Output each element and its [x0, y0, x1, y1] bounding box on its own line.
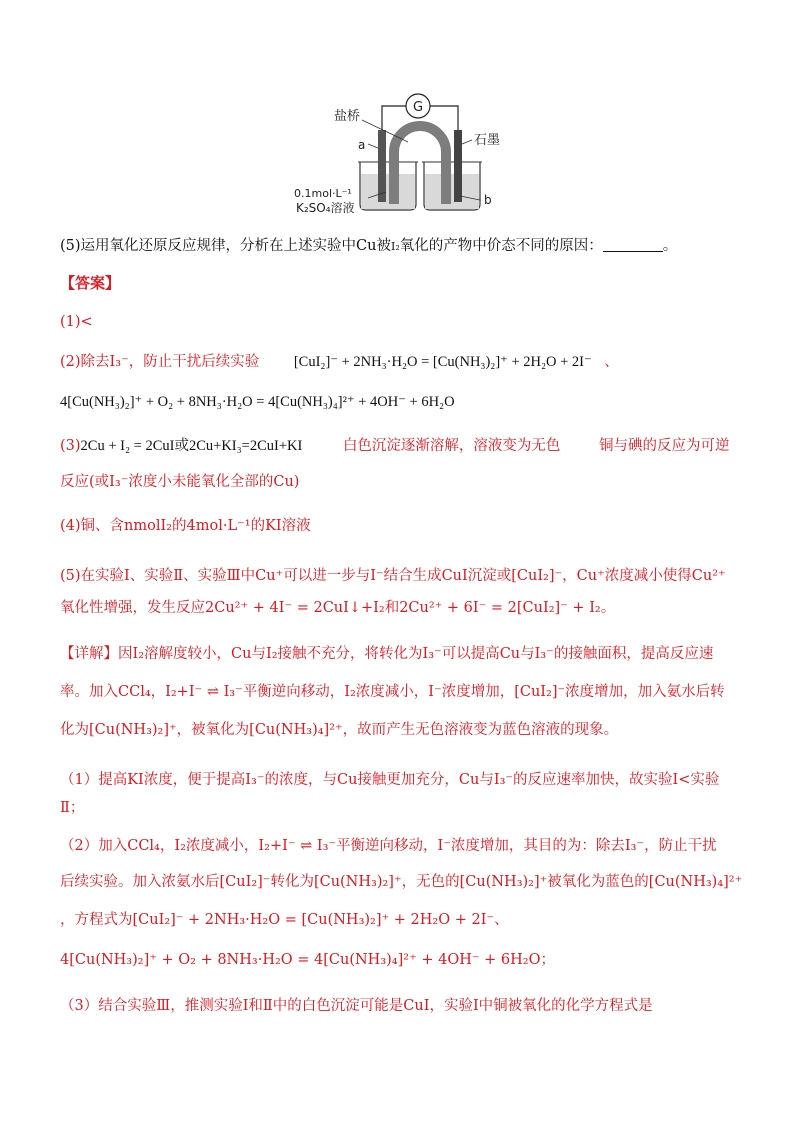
q5-text-end: 。: [662, 238, 678, 254]
q5-text-before: (5)运用氧化还原反应规律，分析在上述实验中: [60, 238, 357, 254]
detail-part-3-line-1: （3）结合实验Ⅲ，推测实验Ⅰ和Ⅱ中的白色沉淀可能是CuI，实验Ⅰ中铜被氧化的化学方程式是: [60, 998, 653, 1014]
answer-header: 【答案】: [60, 274, 121, 292]
answer-2-equation-2: 4[Cu(NH₃)₂]⁺ + O₂ + 8NH₃·H₂O = 4[Cu(NH₃)₄]²⁺ + 4OH⁻ + 6H₂O: [60, 394, 455, 410]
answer-2-separator: 、: [604, 354, 619, 370]
answer-blank: [603, 237, 663, 252]
answer-4: (4)铜、含nmolI₂的4mol·L⁻¹的KI溶液: [60, 518, 311, 534]
q5-i2: I₂: [390, 240, 400, 253]
galvanic-cell-diagram: [290, 92, 520, 222]
q5-text-mid: 被: [376, 238, 391, 254]
q5-cu: Cu: [356, 238, 377, 254]
detail-part-2-line-4: 4[Cu(NH₃)₂]⁺ + O₂ + 8NH₃·H₂O = 4[Cu(NH₃)₄]²⁺ + 4OH⁻ + 6H₂O；: [60, 952, 555, 968]
answer-2-line-1: [60, 352, 619, 372]
answer-5-line-1: (5)在实验Ⅰ、实验Ⅱ、实验Ⅲ中Cu⁺可以进一步与I⁻结合生成CuI沉淀或[CuI₂]⁻，Cu⁺浓度减小使得Cu²⁺: [60, 568, 726, 584]
galvanometer-symbol: G: [412, 100, 424, 115]
q5-text-after: 氧化的产物中价态不同的原因：: [399, 238, 603, 254]
electrode-a-label: a: [358, 138, 366, 152]
answer-2-equation-1: [CuI₂]⁻ + 2NH₃·H₂O = [Cu(NH₃)₂]⁺ + 2H₂O + 2I⁻: [293, 354, 592, 370]
detail-part-2-line-3: ，方程式为[CuI₂]⁻ + 2NH₃·H₂O = [Cu(NH₃)₂]⁺ + 2H₂O + 2I⁻、: [60, 912, 509, 928]
detail-part-2-line-1: （2）加入CCl₄，I₂浓度减小，I₂+I⁻ ⇌ I₃⁻平衡逆向移动，I⁻浓度增加，其目的为：除去I₃⁻，防止干扰: [60, 838, 717, 854]
answer-1: (1)<: [60, 314, 93, 330]
question-5: [60, 236, 677, 257]
answer-3-line-1: (3)2Cu + I₂ = 2CuI或2Cu+KI₃=2CuI+KI 白色沉淀逐渐溶解，溶液变为无色 铜与碘的反应为可逆: [60, 438, 730, 454]
answer-3-or: 或: [174, 438, 189, 454]
solution-concentration-label: 0.1mol·L⁻¹: [294, 187, 352, 200]
detail-part-1-line-1: （1）提高KI浓度，便于提高I₃⁻的浓度，与Cu接触更加充分，Cu与I₃⁻的反应速率加快，故实验Ⅰ<实验: [60, 772, 720, 788]
graphite-label: 石墨: [474, 133, 501, 148]
detail-line-2: 率。加入CCl₄，I₂+I⁻ ⇌ I₃⁻平衡逆向移动，I₂浓度减小，I⁻浓度增加，[CuI₂]⁻浓度增加，加入氨水后转: [60, 684, 725, 700]
answer-3-observation: 白色沉淀逐渐溶解，溶液变为无色: [342, 438, 561, 454]
answer-3-equation: 2Cu + I₂ = 2CuI: [80, 438, 175, 454]
detail-part-1-line-2: Ⅱ；: [60, 800, 85, 816]
electrode-b-label: b: [484, 193, 492, 207]
detail-line-3: 化为[Cu(NH₃)₂]⁺，被氧化为[Cu(NH₃)₄]²⁺，故而产生无色溶液变为蓝色溶液的现象。: [60, 722, 619, 738]
answer-3-reason-2: 反应(或I₃⁻浓度小未能氧化全部的Cu): [60, 474, 300, 490]
answer-5-line-2: 氧化性增强，发生反应2Cu²⁺ + 4I⁻ = 2CuI↓+I₂和2Cu²⁺ + 6I⁻ = 2[CuI₂]⁻ + I₂。: [60, 600, 616, 616]
detail-line-1: 【详解】因I₂溶解度较小，Cu与I₂接触不充分，将转化为I₃⁻可以提高Cu与I₃⁻的接触面积，提高反应速: [60, 646, 714, 662]
solution-name-label: K₂SO₄溶液: [296, 201, 355, 215]
answer-3-equation-2: 2Cu+KI₃=2CuI+KI: [188, 438, 303, 454]
answer-2-label: (2)除去I₃⁻，防止干扰后续实验: [60, 354, 260, 370]
answer-3-reason: 铜与碘的反应为可逆: [599, 438, 730, 454]
salt-bridge-label: 盐桥: [334, 109, 361, 124]
detail-part-2-line-2: 后续实验。加入浓氨水后[CuI₂]⁻转化为[Cu(NH₃)₂]⁺，无色的[Cu(NH₃)₂]⁺被氧化为蓝色的[Cu(NH₃)₄]²⁺: [60, 874, 743, 890]
